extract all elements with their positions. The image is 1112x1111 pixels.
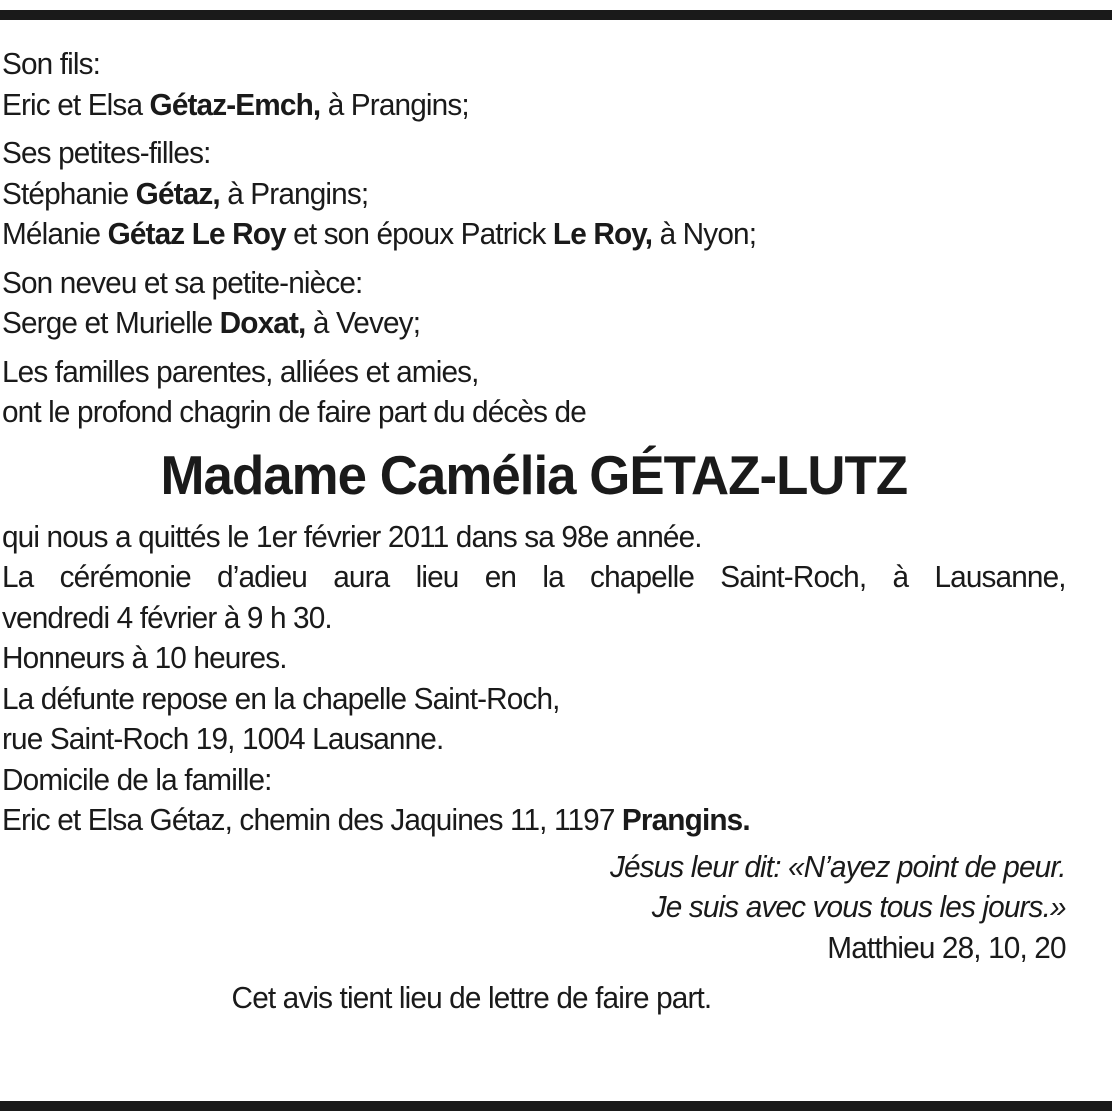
granddaughter-1-surname: Gétaz, xyxy=(135,175,220,211)
details-line-7: Domicile de la famille: xyxy=(2,761,272,797)
families-section xyxy=(2,352,1066,433)
granddaughter-2-pre: Mélanie xyxy=(2,216,108,251)
details-line-8 xyxy=(2,800,1066,841)
details-line-1: qui nous a quittés le 1er février 2011 dans sa 98e année. xyxy=(2,518,702,554)
nephew-heading: Son neveu et sa petite-nièce: xyxy=(2,264,363,300)
details-line-5: La défunte repose en la chapelle Saint-Roch, xyxy=(2,680,560,716)
son-line-post: à Prangins; xyxy=(320,86,469,122)
granddaughters-heading: Ses petites-filles: xyxy=(2,135,211,170)
details-line-2: La cérémonie d’adieu aura lieu en la chapelle Saint-Roch, à Lausanne, xyxy=(2,559,1066,594)
nephew-section xyxy=(2,263,1066,344)
granddaughter-2-post: à Nyon; xyxy=(652,216,757,251)
nephew-line xyxy=(2,303,1066,344)
family-address: Eric et Elsa Gétaz, chemin des Jaquines 11, 1197 xyxy=(2,802,622,837)
son-line xyxy=(2,85,1066,126)
son-surname: Gétaz-Emch, xyxy=(149,86,321,122)
quote-line-2: Je suis avec vous tous les jours.» xyxy=(651,889,1066,924)
granddaughter-2-mid: et son époux Patrick xyxy=(285,216,553,251)
granddaughters-section xyxy=(2,133,1066,255)
quote-line-1: Jésus leur dit: «N’ayez point de peur. xyxy=(609,848,1066,884)
families-line-2: ont le profond chagrin de faire part du décès de xyxy=(2,394,586,429)
nephew-surname: Doxat, xyxy=(219,305,306,340)
families-line-1: Les familles parentes, alliées et amies, xyxy=(2,353,479,389)
son-section xyxy=(2,44,1066,125)
granddaughter-1-post: à Prangins; xyxy=(219,175,369,211)
granddaughter-1-pre: Stéphanie xyxy=(2,175,136,211)
son-heading: Son fils: xyxy=(2,46,101,81)
nephew-line-pre: Serge et Murielle xyxy=(2,305,220,340)
obituary-notice xyxy=(2,44,1066,1019)
quote-reference: Matthieu 28, 10, 20 xyxy=(827,929,1066,965)
granddaughter-line-1 xyxy=(2,174,1066,215)
spouse-surname: Le Roy, xyxy=(552,216,653,251)
details-line-6: rue Saint-Roch 19, 1004 Lausanne. xyxy=(2,721,444,756)
top-border-rule xyxy=(0,10,1112,20)
details-line-3: vendredi 4 février à 9 h 30. xyxy=(2,599,332,635)
granddaughter-2-surname: Gétaz Le Roy xyxy=(107,216,286,251)
deceased-name: Madame Camélia GÉTAZ-LUTZ xyxy=(160,443,908,506)
granddaughter-line-2 xyxy=(2,214,1066,255)
family-town: Prangins. xyxy=(621,802,750,837)
son-line-pre: Eric et Elsa xyxy=(2,86,150,122)
closing-note: Cet avis tient lieu de lettre de faire part. xyxy=(231,980,712,1015)
bottom-border-rule xyxy=(0,1101,1112,1111)
details-line-4: Honneurs à 10 heures. xyxy=(2,640,287,675)
nephew-line-post: à Vevey; xyxy=(305,305,421,340)
details-section xyxy=(2,517,1066,841)
